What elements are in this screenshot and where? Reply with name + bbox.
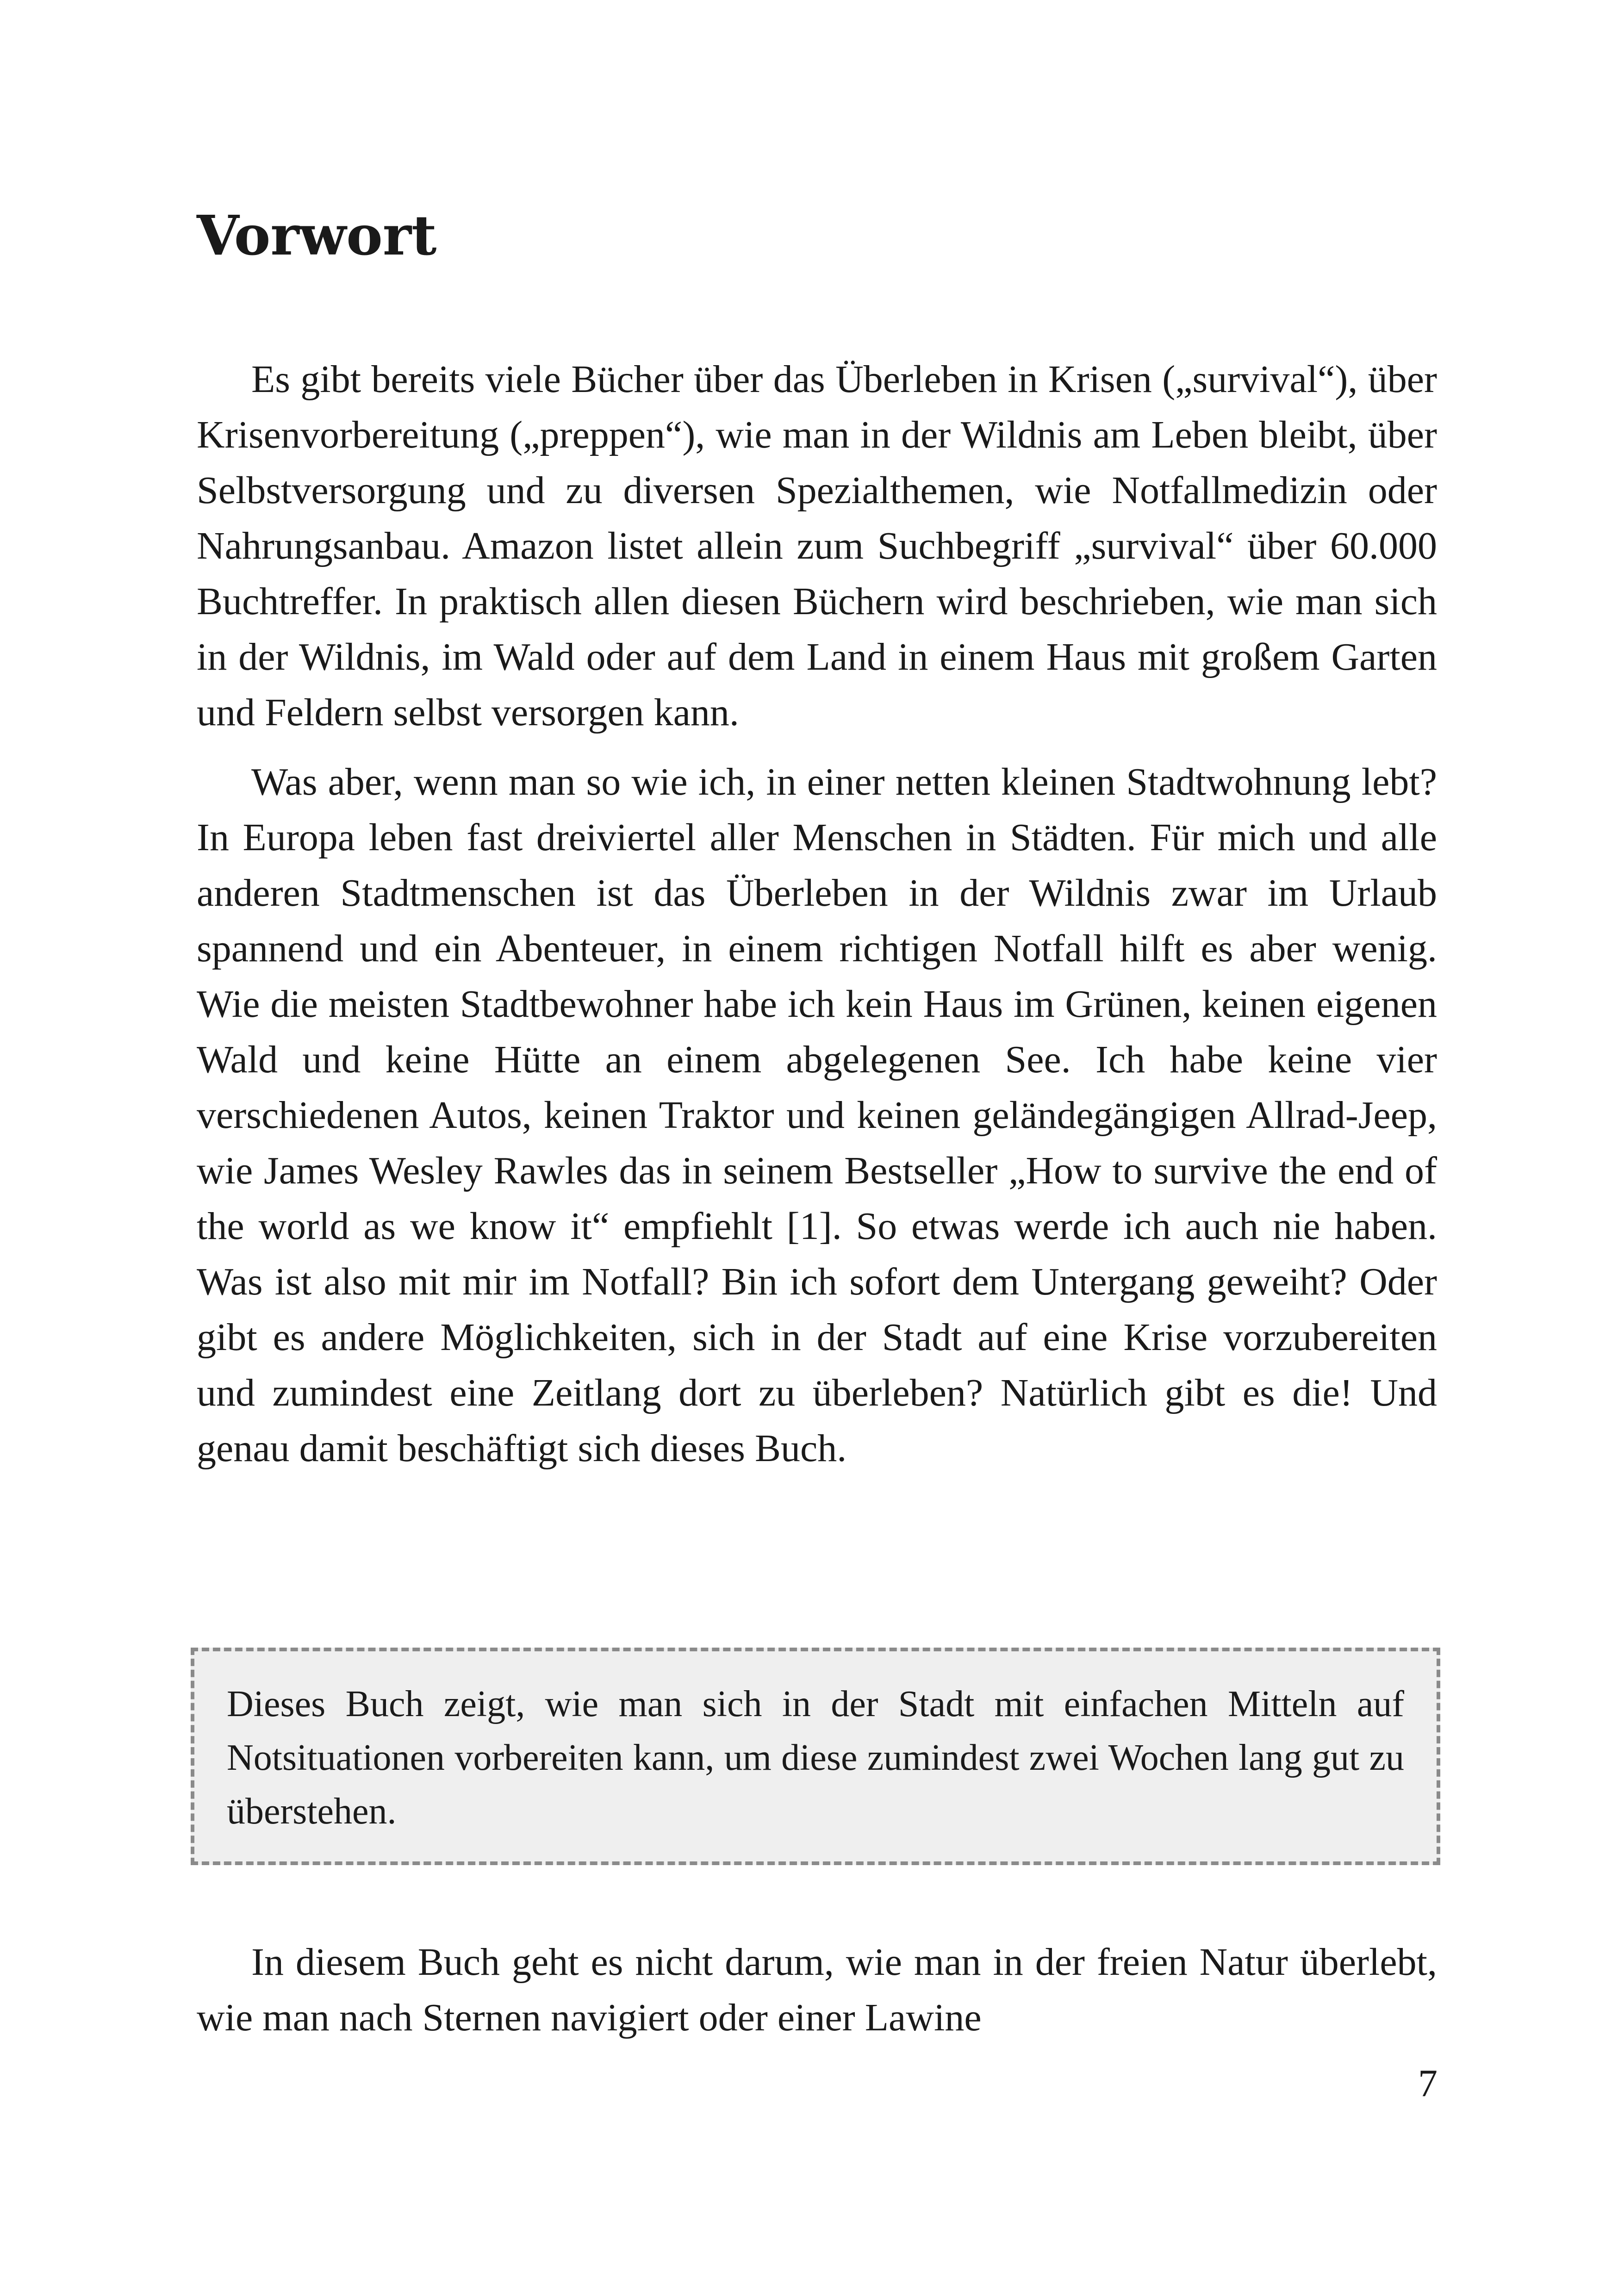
- callout-box: [191, 1648, 1440, 1865]
- paragraph-3: In diesem Buch geht es nicht darum, wie man in der freien Natur überlebt, wie man nach Sternen navigiert oder einer Lawine: [197, 1941, 1437, 2039]
- body-text-bottom: [197, 1935, 1437, 2060]
- body-text-top: [197, 352, 1437, 1490]
- callout-text: Dieses Buch zeigt, wie man sich in der Stadt mit einfachen Mitteln auf Notsituationen vorbereiten kann, um diese zumindest zwei Wochen lang gut zu überstehen.: [227, 1684, 1404, 1832]
- paragraph-1: Es gibt bereits viele Bücher über das Überleben in Krisen („survival“), über Krisenvorbereitung („preppen“), wie man in der Wildnis am Leben bleibt, über Selbstversorgung und zu diversen Spezialthemen, wie Notfallmedizin oder Nahrungsanbau. Amazon listet allein zum Suchbegriff „survival“ über 60.000 Buchtreffer. In praktisch allen diesen Büchern wird beschrieben, wie man sich in der Wildnis, im Wald oder auf dem Land in einem Haus mit großem Garten und Feldern selbst versorgen kann.: [197, 358, 1437, 734]
- paragraph-2: Was aber, wenn man so wie ich, in einer netten kleinen Stadtwohnung lebt? In Europa leben fast dreiviertel aller Menschen in Städten. Für mich und alle anderen Stadtmenschen ist das Überleben in der Wildnis zwar im Urlaub spannend und ein Abenteuer, in einem richtigen Notfall hilft es aber wenig. Wie die meisten Stadtbewohner habe ich kein Haus im Grünen, keinen eigenen Wald und keine Hütte an einem abgelegenen See. Ich habe keine vier verschiedenen Autos, keinen Traktor und keinen geländegängigen Allrad-Jeep, wie James Wesley Rawles das in seinem Bestseller „How to survive the end of the world as we know it“ empfiehlt [1]. So etwas werde ich auch nie haben. Was ist also mit mir im Notfall? Bin ich sofort dem Untergang geweiht? Oder gibt es andere Möglichkeiten, sich in der Stadt auf eine Krise vorzubereiten und zumindest eine Zeitlang dort zu überleben? Natürlich gibt es die! Und genau damit beschäftigt sich dieses Buch.: [197, 760, 1437, 1470]
- page-number: 7: [1418, 2062, 1438, 2105]
- chapter-heading: Vorwort: [197, 203, 437, 268]
